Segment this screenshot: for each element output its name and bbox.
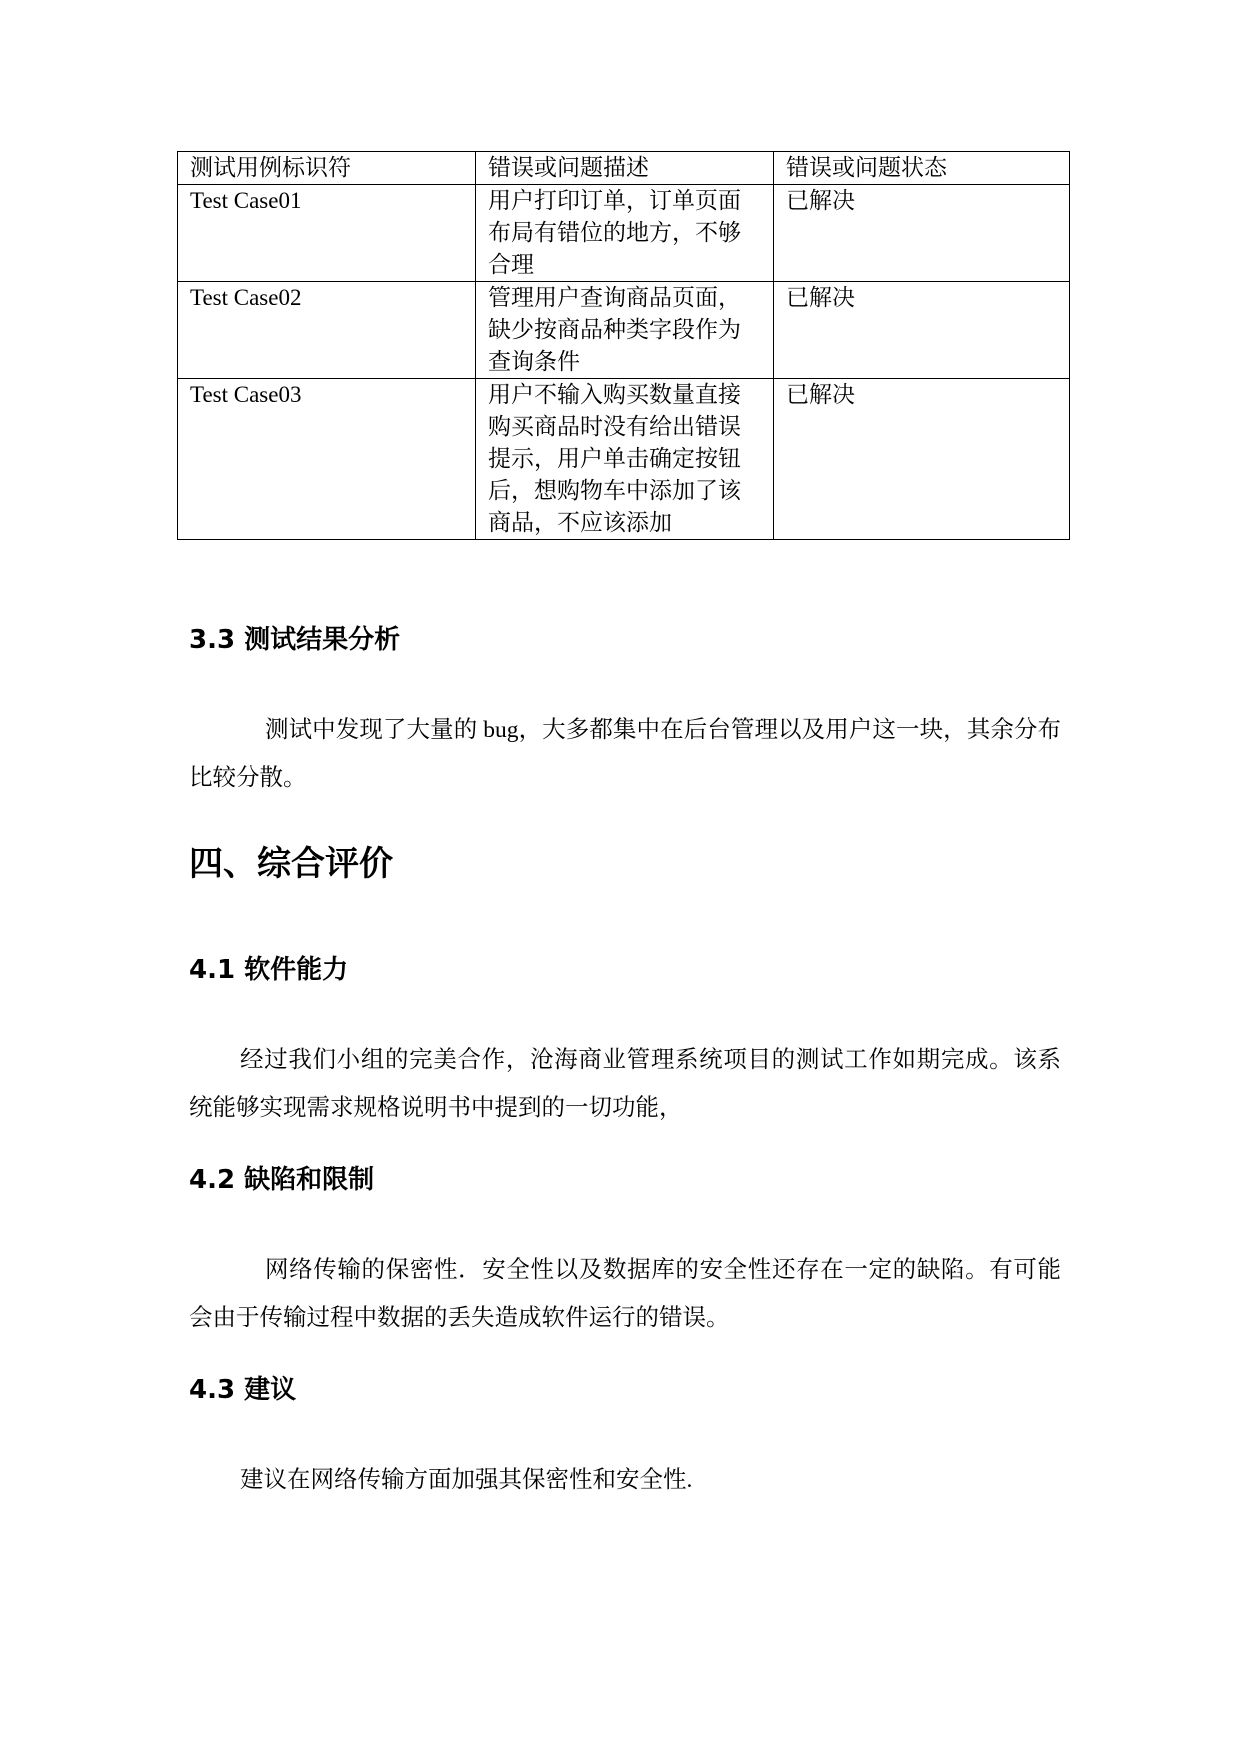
header-test-case-id: 测试用例标识符 xyxy=(178,152,476,185)
table-row xyxy=(178,379,1070,540)
section-4-1-paragraph: 经过我们小组的完美合作，沧海商业管理系统项目的测试工作如期完成。该系统能够实现需求规格说明书中提到的一切功能， xyxy=(189,1047,1061,1121)
defect-table xyxy=(177,151,1070,540)
cell-test-case-id: Test Case02 xyxy=(178,282,476,379)
header-description: 错误或问题描述 xyxy=(476,152,774,185)
section-4-3-paragraph: 建议在网络传输方面加强其保密性和安全性. xyxy=(240,1467,693,1493)
section-3-3-heading: 3.3 测试结果分析 xyxy=(189,625,401,655)
cell-test-case-id: Test Case03 xyxy=(178,379,476,540)
header-status: 错误或问题状态 xyxy=(774,152,1070,185)
table-row xyxy=(178,282,1070,379)
section-4-2-heading: 4.2 缺陷和限制 xyxy=(189,1165,375,1195)
section-4-1-heading: 4.1 软件能力 xyxy=(189,955,349,985)
cell-description: 用户不输入购买数量直接购买商品时没有给出错误提示，用户单击确定按钮后，想购物车中添加了该商品，不应该添加 xyxy=(476,379,774,540)
cell-status: 已解决 xyxy=(774,379,1070,540)
section-4-2-paragraph: 网络传输的保密性．安全性以及数据库的安全性还存在一定的缺陷。有可能会由于传输过程中数据的丢失造成软件运行的错误。 xyxy=(189,1257,1061,1331)
cell-status: 已解决 xyxy=(774,282,1070,379)
chapter-4-heading: 四、综合评价 xyxy=(189,844,393,884)
section-3-3-paragraph: 测试中发现了大量的 bug，大多都集中在后台管理以及用户这一块，其余分布比较分散。 xyxy=(189,717,1061,791)
table-row xyxy=(178,185,1070,282)
cell-description: 用户打印订单，订单页面布局有错位的地方，不够合理 xyxy=(476,185,774,282)
cell-description: 管理用户查询商品页面，缺少按商品种类字段作为查询条件 xyxy=(476,282,774,379)
table-header-row xyxy=(178,152,1070,185)
cell-test-case-id: Test Case01 xyxy=(178,185,476,282)
section-4-3-heading: 4.3 建议 xyxy=(189,1375,297,1405)
cell-status: 已解决 xyxy=(774,185,1070,282)
